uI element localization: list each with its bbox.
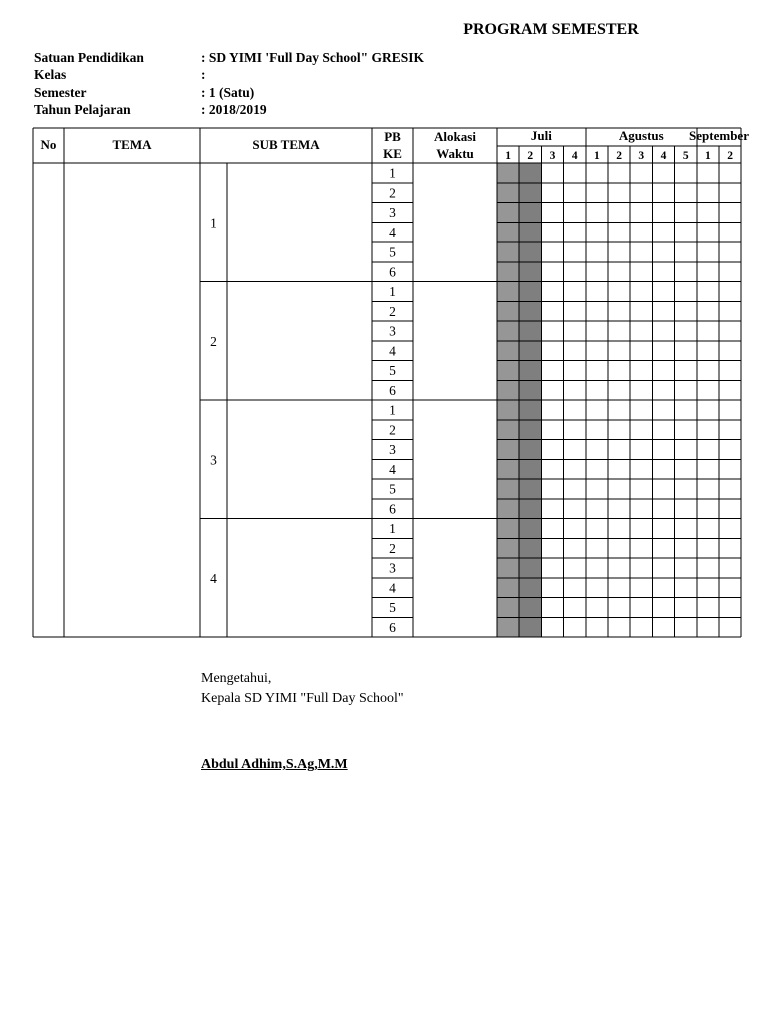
info-value: : 1 (Satu) [201, 84, 255, 100]
header-pb: PB [384, 129, 401, 144]
header-week-number: 4 [660, 150, 667, 162]
info-value: : 2018/2019 [201, 101, 267, 117]
header-week-number: 3 [638, 150, 645, 162]
pb-number: 5 [389, 481, 396, 497]
pb-number: 3 [389, 560, 396, 576]
pb-number: 5 [389, 244, 396, 260]
info-label: Kelas [34, 67, 67, 83]
approval-block [201, 669, 404, 709]
pb-number: 6 [389, 619, 396, 635]
pb-number: 3 [389, 442, 396, 457]
pb-number: 3 [389, 323, 396, 339]
pb-number: 1 [389, 402, 396, 418]
header-alokasi: Alokasi [434, 129, 476, 144]
pb-number: 1 [389, 521, 396, 536]
subtema-number: 4 [210, 570, 217, 586]
header-waktu: Waktu [436, 146, 474, 161]
pb-number: 3 [389, 205, 396, 220]
header-week-number: 2 [727, 150, 733, 162]
pb-number: 4 [389, 343, 396, 359]
pb-number: 6 [389, 382, 396, 398]
document-title: PROGRAM SEMESTER [463, 21, 639, 38]
info-value: : [201, 67, 206, 83]
pb-number: 5 [389, 600, 396, 615]
pb-number: 4 [389, 580, 396, 596]
approval-line-2: Kepala SD YIMI "Full Day School" [201, 691, 404, 706]
header-week-number: 3 [549, 150, 556, 162]
pb-number: 2 [389, 540, 396, 556]
header-week-number: 1 [705, 150, 711, 162]
signer-name: Abdul Adhim,S.Ag,M.M [201, 757, 348, 772]
pb-number: 4 [389, 461, 396, 477]
pb-number: 4 [389, 224, 396, 240]
subtema-number: 3 [210, 452, 217, 468]
pb-number: 6 [389, 501, 396, 517]
pb-number: 6 [389, 264, 396, 280]
pb-number: 5 [389, 363, 396, 378]
schedule-grid [32, 127, 768, 639]
schedule-table [32, 127, 768, 639]
header-week-number: 1 [594, 150, 600, 162]
header-week-number: 4 [571, 150, 578, 162]
pb-number: 2 [389, 185, 396, 201]
header-week-number: 2 [616, 150, 622, 162]
header-ke: KE [383, 146, 402, 161]
header-week-number: 1 [505, 150, 511, 162]
header-month-september: September [689, 128, 749, 143]
header-no: No [40, 137, 57, 152]
pb-number: 1 [389, 284, 396, 299]
pb-number: 2 [389, 303, 396, 319]
info-value: : SD YIMI 'Full Day School" GRESIK [201, 50, 425, 65]
header-week-number: 2 [527, 150, 534, 162]
pb-number: 1 [389, 165, 396, 181]
approval-line-1: Mengetahui, [201, 671, 272, 686]
header-tema: TEMA [112, 137, 152, 152]
header-sub-tema: SUB TEMA [252, 137, 320, 152]
header-month-agustus: Agustus [618, 128, 664, 143]
info-label: Semester [34, 84, 87, 100]
info-label: Tahun Pelajaran [34, 101, 131, 117]
header-month-juli: Juli [530, 128, 552, 143]
subtema-number: 2 [210, 333, 217, 349]
header-week-number: 5 [682, 150, 689, 162]
subtema-number: 1 [210, 215, 217, 231]
pb-number: 2 [389, 422, 396, 438]
info-label: Satuan Pendidikan [34, 50, 144, 65]
